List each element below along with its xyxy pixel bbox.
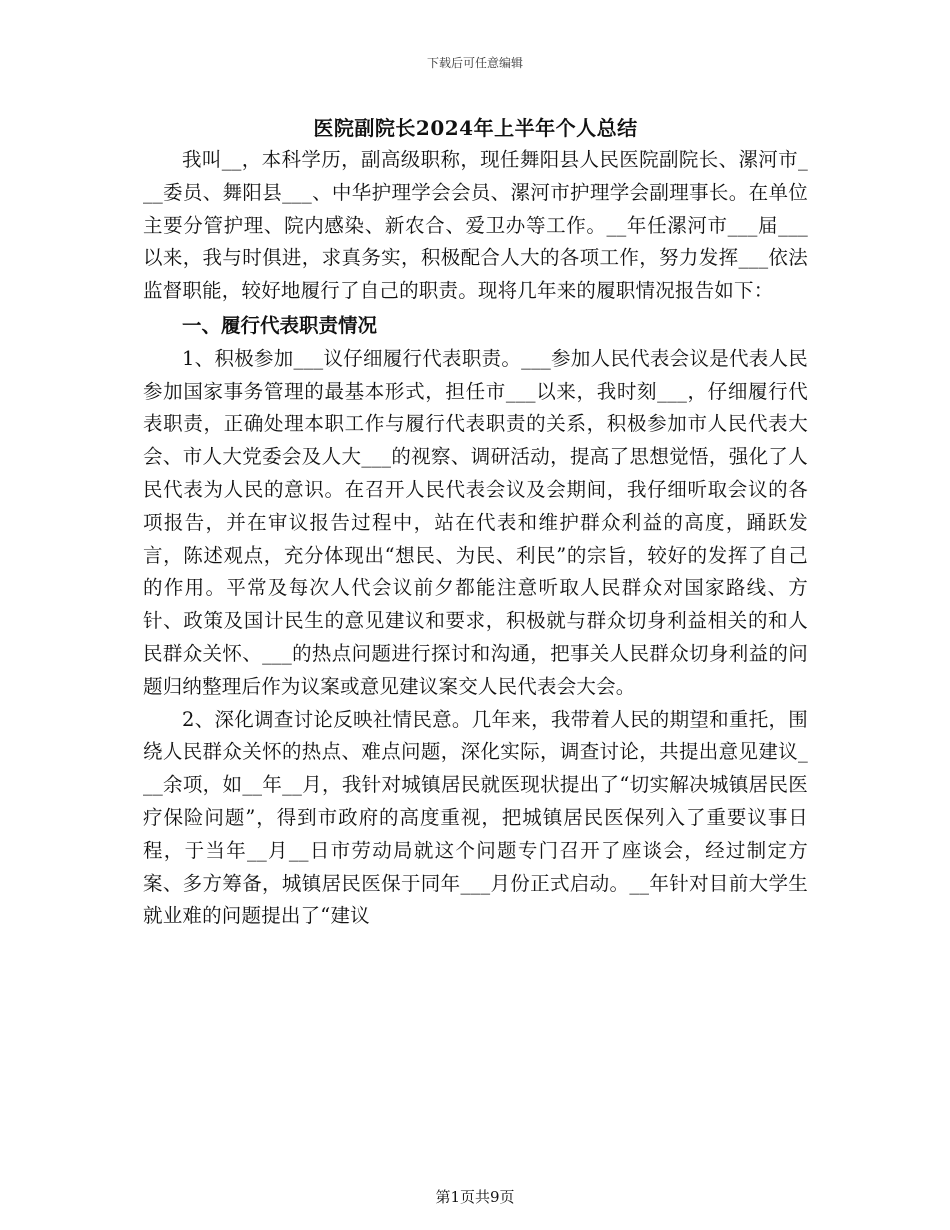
- paragraph-intro: 我叫__，本科学历，副高级职称，现任舞阳县人民医院副院长、漯河市___委员、舞阳县___、中华护理学会会员、漯河市护理学会副理事长。在单位主要分管护理、院内感染、新农合、爱卫办等工作。__年任漯河市___届___以来，我与时俱进，求真务实，积极配合人大的各项工作，努力发挥___依法监督职能，较好地履行了自己的职责。现将几年来的履职情况报告如下：: [143, 148, 808, 303]
- paragraph-item-2: 2、深化调查讨论反映社情民意。几年来，我带着人民的期望和重托，围绕人民群众关怀的热点、难点问题，深化实际，调查讨论，共提出意见建议___余项，如__年__月，我针对城镇居民就医现状提出了“切实解决城镇居民医疗保险问题”，得到市政府的高度重视，把城镇居民医保列入了重要议事日程，于当年__月__日市劳动局就这个问题专门召开了座谈会，经过制定方案、多方筹备，城镇居民医保于同年___月份正式启动。__年针对目前大学生就业难的问题提出了“建议: [143, 707, 808, 928]
- paragraph-item-1: 1、积极参加___议仔细履行代表职责。___参加人民代表会议是代表人民参加国家事务管理的最基本形式，担任市___以来，我时刻___，仔细履行代表职责，正确处理本职工作与履行代表职责的关系，积极参加市人民代表大会、市人大党委会及人大___的视察、调研活动，提高了思想觉悟，强化了人民代表为人民的意识。在召开人民代表会议及会期间，我仔细听取会议的各项报告，并在审议报告过程中，站在代表和维护群众利益的高度，踊跃发言，陈述观点，充分体现出“想民、为民、利民”的宗旨，较好的发挥了自己的作用。平常及每次人代会议前夕都能注意听取人民群众对国家路线、方针、政策及国计民生的意见建议和要求，积极就与群众切身利益相关的和人民群众关怀、___的热点问题进行探讨和沟通，把事关人民群众切身利益的问题归纳整理后作为议案或意见建议案交人民代表会大会。: [143, 346, 808, 698]
- document-title: 医院副院长2024年上半年个人总结: [313, 116, 638, 140]
- page-number: 第1页共9页: [435, 1188, 515, 1206]
- document-body: [143, 112, 808, 933]
- header-note: 下载后可任意编辑: [426, 56, 523, 70]
- section-heading: 一、履行代表职责情况: [182, 313, 378, 337]
